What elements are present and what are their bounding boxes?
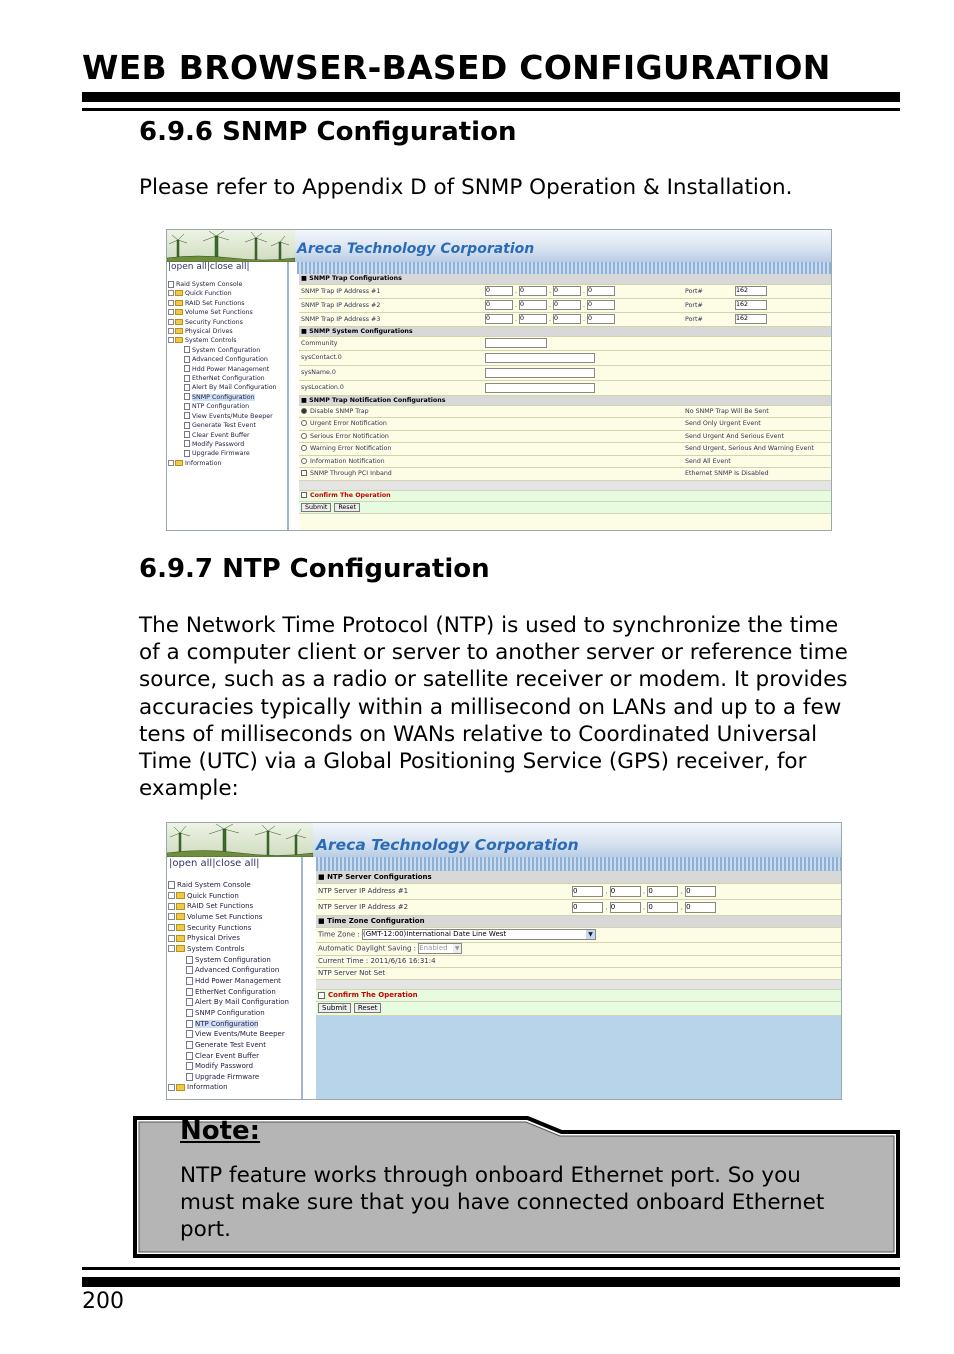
ntp-form: [316, 871, 841, 1016]
tree-item-modify-password[interactable]: Modify Password: [168, 1061, 289, 1072]
palm-trees-icon: [167, 230, 295, 262]
confirm-row[interactable]: Confirm The Operation: [299, 490, 831, 501]
dropdown-arrow-icon[interactable]: ▼: [586, 930, 595, 939]
page-icon: [184, 346, 190, 353]
trap2-ip-octet-1[interactable]: 0: [485, 300, 513, 310]
folder-icon: [175, 319, 183, 325]
tree-folder-volume-set[interactable]: Volume Set Functions: [168, 912, 289, 923]
folder-open-icon: [176, 945, 185, 952]
tree-folder-security[interactable]: Security Functions: [168, 923, 289, 934]
open-close-all-link[interactable]: |open all|close all|: [169, 858, 260, 869]
expand-icon[interactable]: [168, 913, 175, 920]
snmp-intro-text: Please refer to Appendix D of SNMP Operation & Installation.: [139, 175, 793, 200]
tree-item-alert-mail[interactable]: Alert By Mail Configuration: [168, 997, 289, 1008]
palm-logo: [167, 230, 295, 262]
trap-row-2: SNMP Trap IP Address #2 0 . 0 . 0 . 0 Port# 162: [299, 298, 831, 312]
trap2-port-input[interactable]: 162: [735, 300, 767, 310]
submit-button[interactable]: Submit: [318, 1003, 351, 1013]
button-row: [316, 1001, 841, 1015]
sysname-row: sysName.0: [299, 365, 831, 380]
community-input[interactable]: [485, 338, 547, 348]
ntp-form-panel: [316, 871, 841, 1099]
folder-icon: [175, 300, 183, 306]
trap3-ip-octet-2[interactable]: 0: [519, 314, 547, 324]
trap3-ip-octet-3[interactable]: 0: [553, 314, 581, 324]
sidebar: [167, 262, 289, 530]
ntp-screenshot: [166, 822, 842, 1100]
ntp1-ip-octet-1[interactable]: 0: [572, 886, 603, 897]
page-icon: [186, 1062, 193, 1070]
notif-row-information[interactable]: Information Notification Send All Event: [299, 455, 831, 468]
tree-item-snmp[interactable]: SNMP Configuration: [168, 1008, 289, 1019]
ntp-server-row-1: NTP Server IP Address #1 0 . 0 . 0 . 0: [316, 883, 841, 899]
tree-root[interactable]: Raid System Console: [168, 880, 289, 891]
expand-icon[interactable]: [168, 892, 175, 899]
expand-icon[interactable]: [168, 290, 174, 296]
serious-radio[interactable]: [301, 433, 307, 439]
folder-icon: [176, 903, 185, 910]
page-icon: [184, 431, 190, 438]
folder-icon: [176, 892, 185, 899]
confirm-row[interactable]: Confirm The Operation: [316, 989, 841, 1001]
trap1-ip-octet-3[interactable]: 0: [553, 286, 581, 296]
page-icon: [186, 1020, 193, 1028]
page-icon: [184, 403, 190, 410]
page-icon: [184, 365, 190, 372]
tree-item-ntp[interactable]: NTP Configuration: [168, 402, 277, 411]
tree-folder-information[interactable]: Information: [168, 1082, 289, 1093]
header-rule-thin: [82, 108, 900, 111]
tree-item-view-events[interactable]: View Events/Mute Beeper: [168, 412, 277, 421]
tree-item-generate-test[interactable]: Generate Test Event: [168, 421, 277, 430]
page-icon: [184, 412, 190, 419]
syscontact-row: sysContact.0: [299, 350, 831, 365]
ntp-server-header: ■ NTP Server Configurations: [316, 871, 841, 883]
warning-radio[interactable]: [301, 445, 307, 451]
trap-row-3: SNMP Trap IP Address #3 0 . 0 . 0 . 0 Port# 162: [299, 312, 831, 326]
brand-name: Areca Technology Corporation: [316, 836, 579, 854]
sidebar: [167, 857, 303, 1099]
folder-icon: [176, 924, 185, 931]
tree-folder-security[interactable]: Security Functions: [168, 318, 277, 327]
trap3-port-input[interactable]: 162: [735, 314, 767, 324]
daylight-saving-select[interactable]: Enabled ▼: [418, 943, 462, 954]
page-icon: [186, 1041, 193, 1049]
notif-row-serious[interactable]: Serious Error Notification Send Urgent And Serious Event: [299, 430, 831, 443]
tree-item-system-configuration[interactable]: System Configuration: [168, 955, 289, 966]
folder-open-icon: [175, 337, 183, 343]
trap-config-header: ■ SNMP Trap Configurations: [299, 274, 831, 284]
syscontact-input[interactable]: [485, 353, 595, 363]
trap-row-1: SNMP Trap IP Address #1 0 . 0 . 0 . 0 Port# 162: [299, 284, 831, 298]
tree-folder-raid-set[interactable]: RAID Set Functions: [168, 299, 277, 308]
tree-item-hdd-power[interactable]: Hdd Power Management: [168, 365, 277, 374]
tree-folder-system-controls[interactable]: System Controls: [168, 336, 277, 345]
confirm-checkbox[interactable]: [301, 492, 307, 498]
section-heading-ntp: 6.9.7 NTP Configuration: [139, 554, 490, 584]
expand-icon[interactable]: [168, 319, 174, 325]
note-title: Note:: [180, 1116, 261, 1146]
expand-icon[interactable]: [168, 309, 174, 315]
tree-item-ethernet[interactable]: EtherNet Configuration: [168, 987, 289, 998]
time-zone-select[interactable]: (GMT-12:00)International Date Line West ▼: [362, 929, 596, 940]
notif-row-warning[interactable]: Warning Error Notification Send Urgent, Serious And Warning Event: [299, 443, 831, 456]
expand-icon[interactable]: [168, 903, 175, 910]
nav-tree: [168, 280, 277, 468]
trap1-ip-octet-4[interactable]: 0: [587, 286, 615, 296]
tree-item-hdd-power[interactable]: Hdd Power Management: [168, 976, 289, 987]
tree-item-modify-password[interactable]: Modify Password: [168, 440, 277, 449]
syslocation-input[interactable]: [485, 383, 595, 393]
disable-trap-radio[interactable]: [301, 408, 307, 414]
expand-icon[interactable]: [168, 460, 174, 466]
page-icon: [186, 956, 193, 964]
tree-item-snmp-selected[interactable]: SNMP Configuration: [168, 393, 277, 402]
tree-folder-quick-function[interactable]: Quick Function: [168, 891, 289, 902]
trap2-ip-octet-2[interactable]: 0: [519, 300, 547, 310]
reset-button[interactable]: Reset: [354, 1003, 382, 1013]
tree-item-view-events[interactable]: View Events/Mute Beeper: [168, 1029, 289, 1040]
expand-icon[interactable]: [168, 300, 174, 306]
tree-item-upgrade-firmware[interactable]: Upgrade Firmware: [168, 449, 277, 458]
tree-item-upgrade-firmware[interactable]: Upgrade Firmware: [168, 1072, 289, 1083]
reset-button[interactable]: Reset: [334, 503, 360, 512]
page-icon: [186, 1073, 193, 1081]
expand-icon[interactable]: [168, 935, 175, 942]
tree-folder-information[interactable]: Information: [168, 459, 277, 468]
folder-icon: [175, 460, 183, 466]
trap3-ip-octet-1[interactable]: 0: [485, 314, 513, 324]
community-row: Community: [299, 336, 831, 350]
snmp-form-panel: [299, 274, 831, 530]
ntp2-ip-octet-3[interactable]: 0: [647, 902, 678, 913]
folder-icon: [175, 290, 183, 296]
console-icon: [168, 281, 174, 288]
current-time-row: Current Time : 2011/6/16 16:31:4: [316, 955, 841, 967]
expand-icon[interactable]: [168, 924, 175, 931]
folder-icon: [176, 935, 185, 942]
tree-folder-physical-drives[interactable]: Physical Drives: [168, 933, 289, 944]
confirm-checkbox[interactable]: [318, 992, 325, 999]
collapse-icon[interactable]: [168, 337, 174, 343]
collapse-icon[interactable]: [168, 945, 175, 952]
brand-name: Areca Technology Corporation: [297, 241, 535, 257]
tree-item-ntp-selected[interactable]: NTP Configuration: [168, 1019, 289, 1030]
spacer-row: [316, 979, 841, 989]
page-icon: [184, 384, 190, 391]
syslocation-row: sysLocation.0: [299, 380, 831, 395]
tree-folder-quick-function[interactable]: Quick Function: [168, 289, 277, 298]
page-icon: [186, 1009, 193, 1017]
page-icon: [186, 1052, 193, 1060]
ntp1-ip-octet-2[interactable]: 0: [610, 886, 641, 897]
nav-tree: [168, 880, 289, 1093]
tree-folder-physical-drives[interactable]: Physical Drives: [168, 327, 277, 336]
tree-item-advanced-configuration[interactable]: Advanced Configuration: [168, 965, 289, 976]
trap1-ip-octet-2[interactable]: 0: [519, 286, 547, 296]
palm-logo: [167, 823, 313, 857]
page-icon: [184, 450, 190, 457]
tree-item-clear-event[interactable]: Clear Event Buffer: [168, 1051, 289, 1062]
app-banner: [167, 230, 831, 262]
console-icon: [168, 881, 175, 889]
banner-stripe: [316, 857, 841, 871]
tree-folder-system-controls[interactable]: System Controls: [168, 944, 289, 955]
pci-inband-checkbox[interactable]: [301, 470, 307, 476]
ntp1-ip-octet-3[interactable]: 0: [647, 886, 678, 897]
daylight-saving-row: Automatic Daylight Saving : Enabled ▼: [316, 942, 841, 955]
submit-button[interactable]: Submit: [301, 503, 331, 512]
header-rule-thick: [82, 92, 900, 102]
trap3-ip-octet-4[interactable]: 0: [587, 314, 615, 324]
tree-item-generate-test[interactable]: Generate Test Event: [168, 1040, 289, 1051]
app-banner: [167, 823, 841, 857]
trap1-port-input[interactable]: 162: [735, 286, 767, 296]
ntp-intro-paragraph: The Network Time Protocol (NTP) is used to synchronize the time of a computer client or server to another server or reference time source, such as a radio or satellite receiver or modem. It provides accuracies typically within a millisecond on LANs and up to a few tens of milliseconds on WANs relative to Coordinated Universal Time (UTC) via a Global Positioning Service (GPS) receiver, for example:: [139, 613, 848, 802]
palm-trees-icon: [167, 823, 313, 857]
ntp2-ip-octet-2[interactable]: 0: [610, 902, 641, 913]
folder-icon: [176, 913, 185, 920]
ntp2-ip-octet-4[interactable]: 0: [685, 902, 716, 913]
expand-icon[interactable]: [168, 1084, 175, 1091]
notification-header: ■ SNMP Trap Notification Configurations: [299, 395, 831, 405]
page-icon: [186, 988, 193, 996]
tree-item-alert-mail[interactable]: Alert By Mail Configuration: [168, 383, 277, 392]
dropdown-arrow-icon[interactable]: ▼: [454, 945, 460, 952]
banner-stripe: [297, 262, 831, 274]
folder-icon: [176, 1084, 185, 1091]
tree-item-clear-event[interactable]: Clear Event Buffer: [168, 431, 277, 440]
time-zone-header: ■ Time Zone Configuration: [316, 915, 841, 927]
tree-item-system-configuration[interactable]: System Configuration: [168, 346, 277, 355]
spacer-row: [299, 480, 831, 490]
snmp-screenshot: [166, 229, 832, 531]
page-icon: [184, 440, 190, 447]
notif-row-disable[interactable]: Disable SNMP Trap No SNMP Trap Will Be Sent: [299, 405, 831, 418]
page-icon: [184, 422, 190, 429]
ntp-server-row-2: NTP Server IP Address #2 0 . 0 . 0 . 0: [316, 899, 841, 915]
system-config-header: ■ SNMP System Configurations: [299, 326, 831, 336]
page-icon: [186, 966, 193, 974]
folder-icon: [175, 328, 183, 334]
chapter-title: WEB BROWSER-BASED CONFIGURATION: [82, 48, 831, 87]
information-radio[interactable]: [301, 458, 307, 464]
note-text: NTP feature works through onboard Ethernet port. So you must make sure that you have connected onboard Ethernet port.: [180, 1163, 825, 1243]
ntp1-ip-octet-4[interactable]: 0: [685, 886, 716, 897]
time-zone-row: Time Zone : (GMT-12:00)International Date Line West ▼: [316, 927, 841, 942]
page-icon: [184, 356, 190, 363]
ntp2-ip-octet-1[interactable]: 0: [572, 902, 603, 913]
footer-rule-thin: [82, 1267, 900, 1270]
folder-icon: [175, 309, 183, 315]
section-heading-snmp: 6.9.6 SNMP Configuration: [139, 117, 517, 147]
page-icon: [186, 998, 193, 1006]
trap2-ip-octet-4[interactable]: 0: [587, 300, 615, 310]
page-icon: [184, 375, 190, 382]
open-close-all-link[interactable]: |open all|close all|: [168, 262, 250, 272]
sysname-input[interactable]: [485, 368, 595, 378]
expand-icon[interactable]: [168, 328, 174, 334]
urgent-radio[interactable]: [301, 420, 307, 426]
footer-rule-thick: [82, 1277, 900, 1287]
page-icon: [184, 393, 190, 400]
snmp-form: [299, 274, 831, 514]
tree-folder-volume-set[interactable]: Volume Set Functions: [168, 308, 277, 317]
tree-folder-raid-set[interactable]: RAID Set Functions: [168, 901, 289, 912]
tree-item-ethernet[interactable]: EtherNet Configuration: [168, 374, 277, 383]
trap1-ip-octet-1[interactable]: 0: [485, 286, 513, 296]
button-row: [299, 501, 831, 513]
trap2-ip-octet-3[interactable]: 0: [553, 300, 581, 310]
tree-item-advanced-configuration[interactable]: Advanced Configuration: [168, 355, 277, 364]
page-number: 200: [82, 1289, 124, 1314]
note-box: [130, 1112, 904, 1262]
page-icon: [186, 1030, 193, 1038]
tree-root[interactable]: Raid System Console: [168, 280, 277, 289]
pci-inband-row[interactable]: SNMP Through PCI Inband Ethernet SNMP Is Disabled: [299, 468, 831, 481]
server-status-row: NTP Server Not Set: [316, 967, 841, 979]
page-icon: [186, 977, 193, 985]
notif-row-urgent[interactable]: Urgent Error Notification Send Only Urgent Event: [299, 418, 831, 431]
